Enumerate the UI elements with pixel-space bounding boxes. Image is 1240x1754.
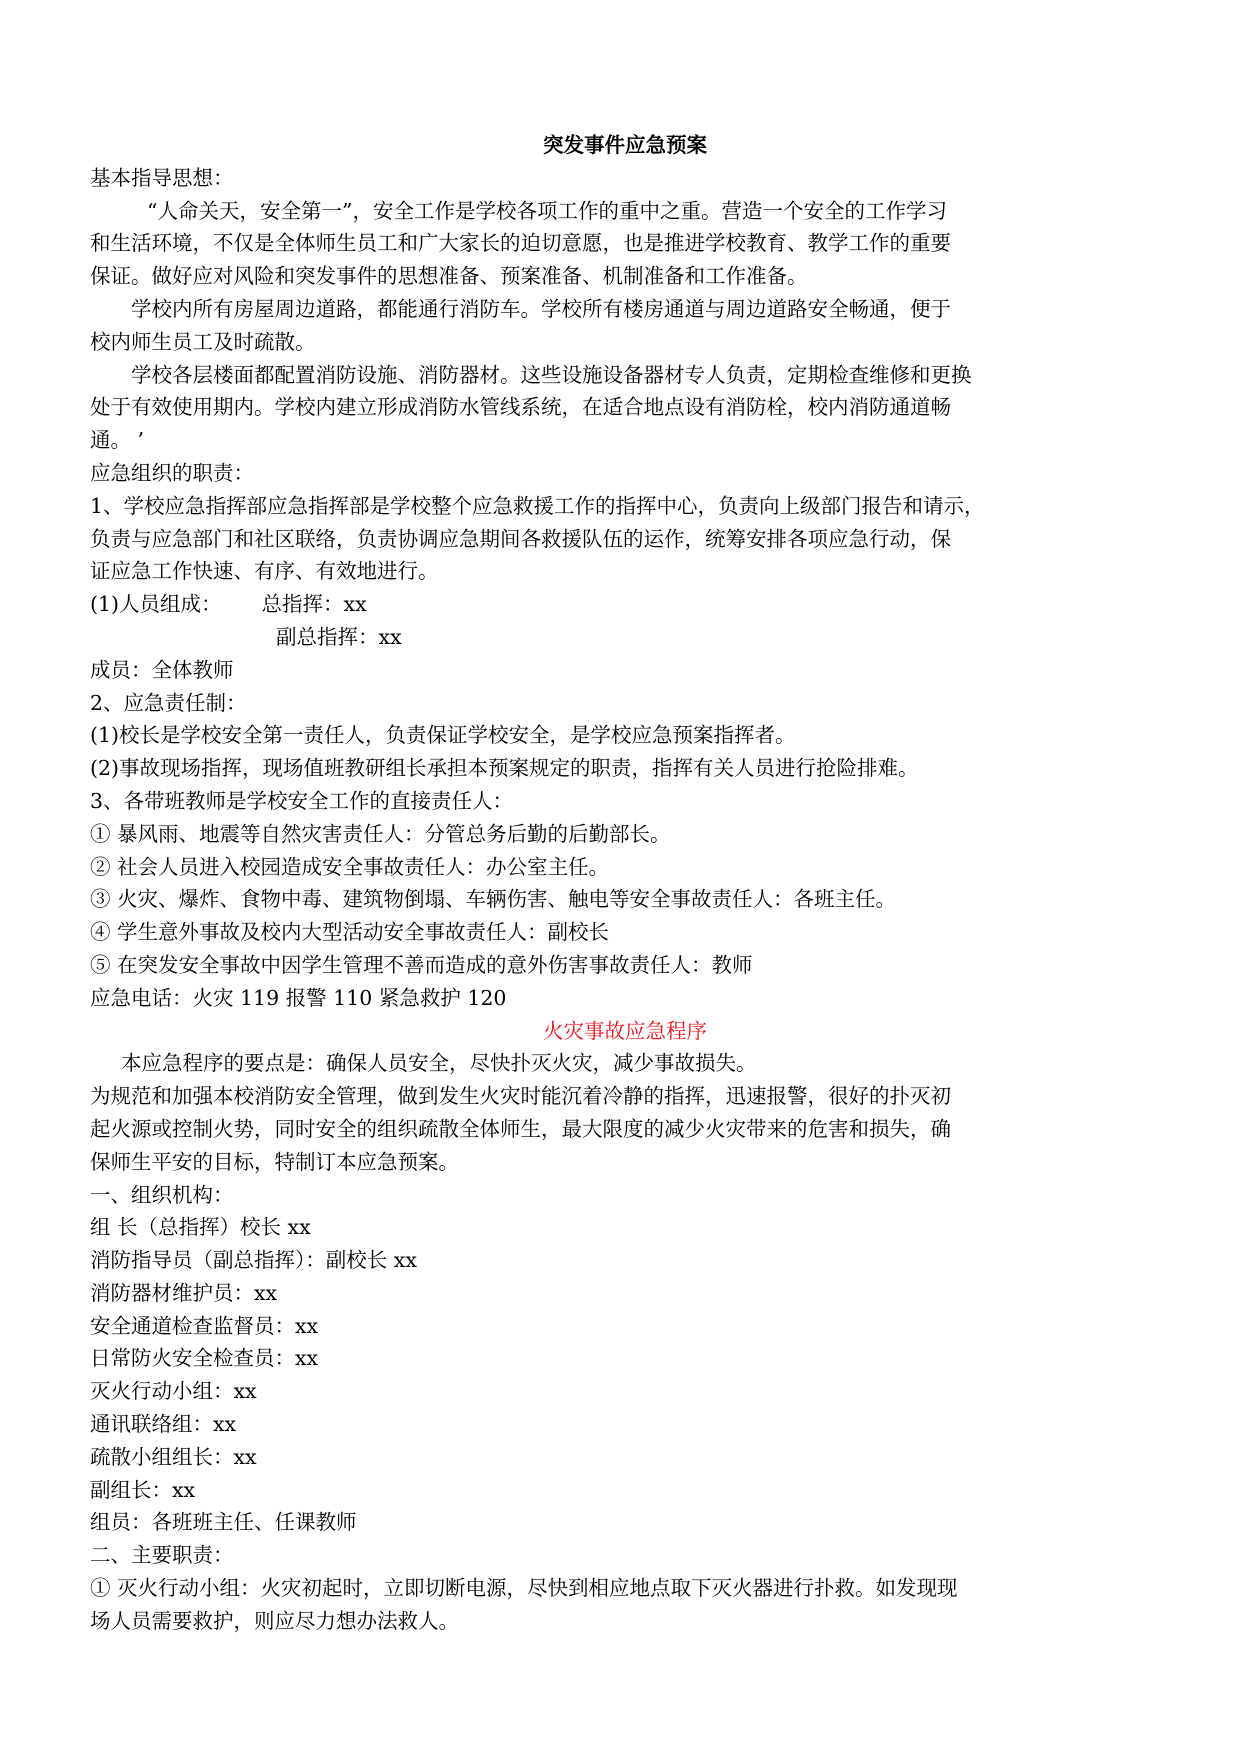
- list-item: ① 暴风雨、地震等自然灾害责任人：分管总务后勤的后勤部长。: [90, 821, 671, 846]
- emergency-phone-line: 应急电话：火灾 119 报警 110 紧急救护 120: [90, 985, 507, 1010]
- paragraph-line: 和生活环境，不仅是全体师生员工和广大家长的迫切意愿，也是推进学校教育、教学工作的重要: [90, 231, 951, 256]
- members-line: 成员：全体教师: [90, 657, 234, 682]
- commander-text: 总指挥：xx: [261, 592, 367, 617]
- paragraph-line: 为规范和加强本校消防安全管理，做到发生火灾时能沉着冷静的指挥，迅速报警，很好的扑灭初: [90, 1084, 951, 1109]
- fire-procedure-subtitle: 火灾事故应急程序: [543, 1018, 707, 1043]
- paragraph-line: 保证。做好应对风险和突发事件的思想准备、预案准备、机制准备和工作准备。: [90, 264, 808, 289]
- section-heading: 3、各带班教师是学校安全工作的直接责任人：: [90, 788, 514, 813]
- paragraph-line: 通。 ’: [90, 428, 145, 453]
- paragraph-line: ① 灭火行动小组：火灾初起时，立即切断电源，尽快到相应地点取下灭火器进行扑救。如发现现: [90, 1576, 958, 1601]
- paragraph-line: 学校各层楼面都配置消防设施、消防器材。这些设施设备器材专人负责，定期检查维修和更换: [131, 362, 972, 387]
- list-item: ③ 火灾、爆炸、食物中毒、建筑物倒塌、车辆伤害、触电等安全事故责任人：各班主任。: [90, 887, 897, 912]
- org-line: 组员：各班班主任、任课教师: [90, 1510, 357, 1535]
- org-line: 通讯联络组：xx: [90, 1412, 237, 1437]
- list-item: ⑤ 在突发安全事故中因学生管理不善而造成的意外伤害事故责任人：教师: [90, 952, 753, 977]
- section-heading: 一、组织机构：: [90, 1182, 234, 1207]
- list-item: ② 社会人员进入校园造成安全事故责任人：办公室主任。: [90, 854, 610, 879]
- paragraph-line: 本应急程序的要点是：确保人员安全，尽快扑灭火灾，减少事故损失。: [121, 1051, 757, 1076]
- list-item: (2)事故现场指挥，现场值班教研组长承担本预案规定的职责，指挥有关人员进行抢险排难。: [90, 756, 919, 781]
- paragraph-line: 保师生平安的目标，特制订本应急预案。: [90, 1149, 459, 1174]
- org-line: 安全通道检查监督员：xx: [90, 1313, 319, 1338]
- paragraph-line: 负责与应急部门和社区联络，负责协调应急期间各救援队伍的运作，统筹安排各项应急行动，保: [90, 526, 951, 551]
- paragraph-line: 学校内所有房屋周边道路，都能通行消防车。学校所有楼房通道与周边道路安全畅通，便于: [131, 296, 951, 321]
- org-line: 组 长（总指挥）校长 xx: [90, 1215, 311, 1240]
- org-line: 疏散小组组长：xx: [90, 1444, 257, 1469]
- section-heading: 二、主要职责：: [90, 1543, 234, 1568]
- paragraph-line: 起火源或控制火势，同时安全的组织疏散全体师生，最大限度的减少火灾带来的危害和损失，确: [90, 1116, 951, 1141]
- personnel-line: [90, 588, 1160, 621]
- section-heading: 2、应急责任制：: [90, 690, 247, 715]
- list-item: ④ 学生意外事故及校内大型活动安全事故责任人：副校长: [90, 920, 610, 945]
- list-item: (1)校长是学校安全第一责任人，负责保证学校安全，是学校应急预案指挥者。: [90, 723, 796, 748]
- paragraph-line: 校内师生员工及时疏散。: [90, 329, 316, 354]
- paragraph-line: “人命关天，安全第一”，安全工作是学校各项工作的重中之重。营造一个安全的工作学习: [147, 198, 947, 223]
- section-heading: 基本指导思想：: [90, 165, 234, 190]
- org-line: 日常防火安全检查员：xx: [90, 1346, 319, 1371]
- paragraph-line: 1、学校应急指挥部应急指挥部是学校整个应急救援工作的指挥中心，负责向上级部门报告和请示，: [90, 493, 985, 518]
- deputy-commander-line: 副总指挥：xx: [276, 624, 402, 649]
- section-heading: 应急组织的职责：: [90, 460, 254, 485]
- paragraph-line: 场人员需要救护，则应尽力想办法救人。: [90, 1608, 459, 1633]
- paragraph-line: 证应急工作快速、有序、有效地进行。: [90, 559, 439, 584]
- org-line: 灭火行动小组：xx: [90, 1379, 257, 1404]
- document-body: [90, 129, 1160, 1638]
- paragraph-line: 处于有效使用期内。学校内建立形成消防水管线系统，在适合地点设有消防栓，校内消防通道畅: [90, 395, 951, 420]
- org-line: 副组长：xx: [90, 1477, 196, 1502]
- org-line: 消防器材维护员：xx: [90, 1280, 278, 1305]
- org-line: 消防指导员（副总指挥）：副校长 xx: [90, 1248, 417, 1273]
- personnel-label: (1)人员组成：: [90, 592, 222, 617]
- document-title: 突发事件应急预案: [543, 133, 707, 157]
